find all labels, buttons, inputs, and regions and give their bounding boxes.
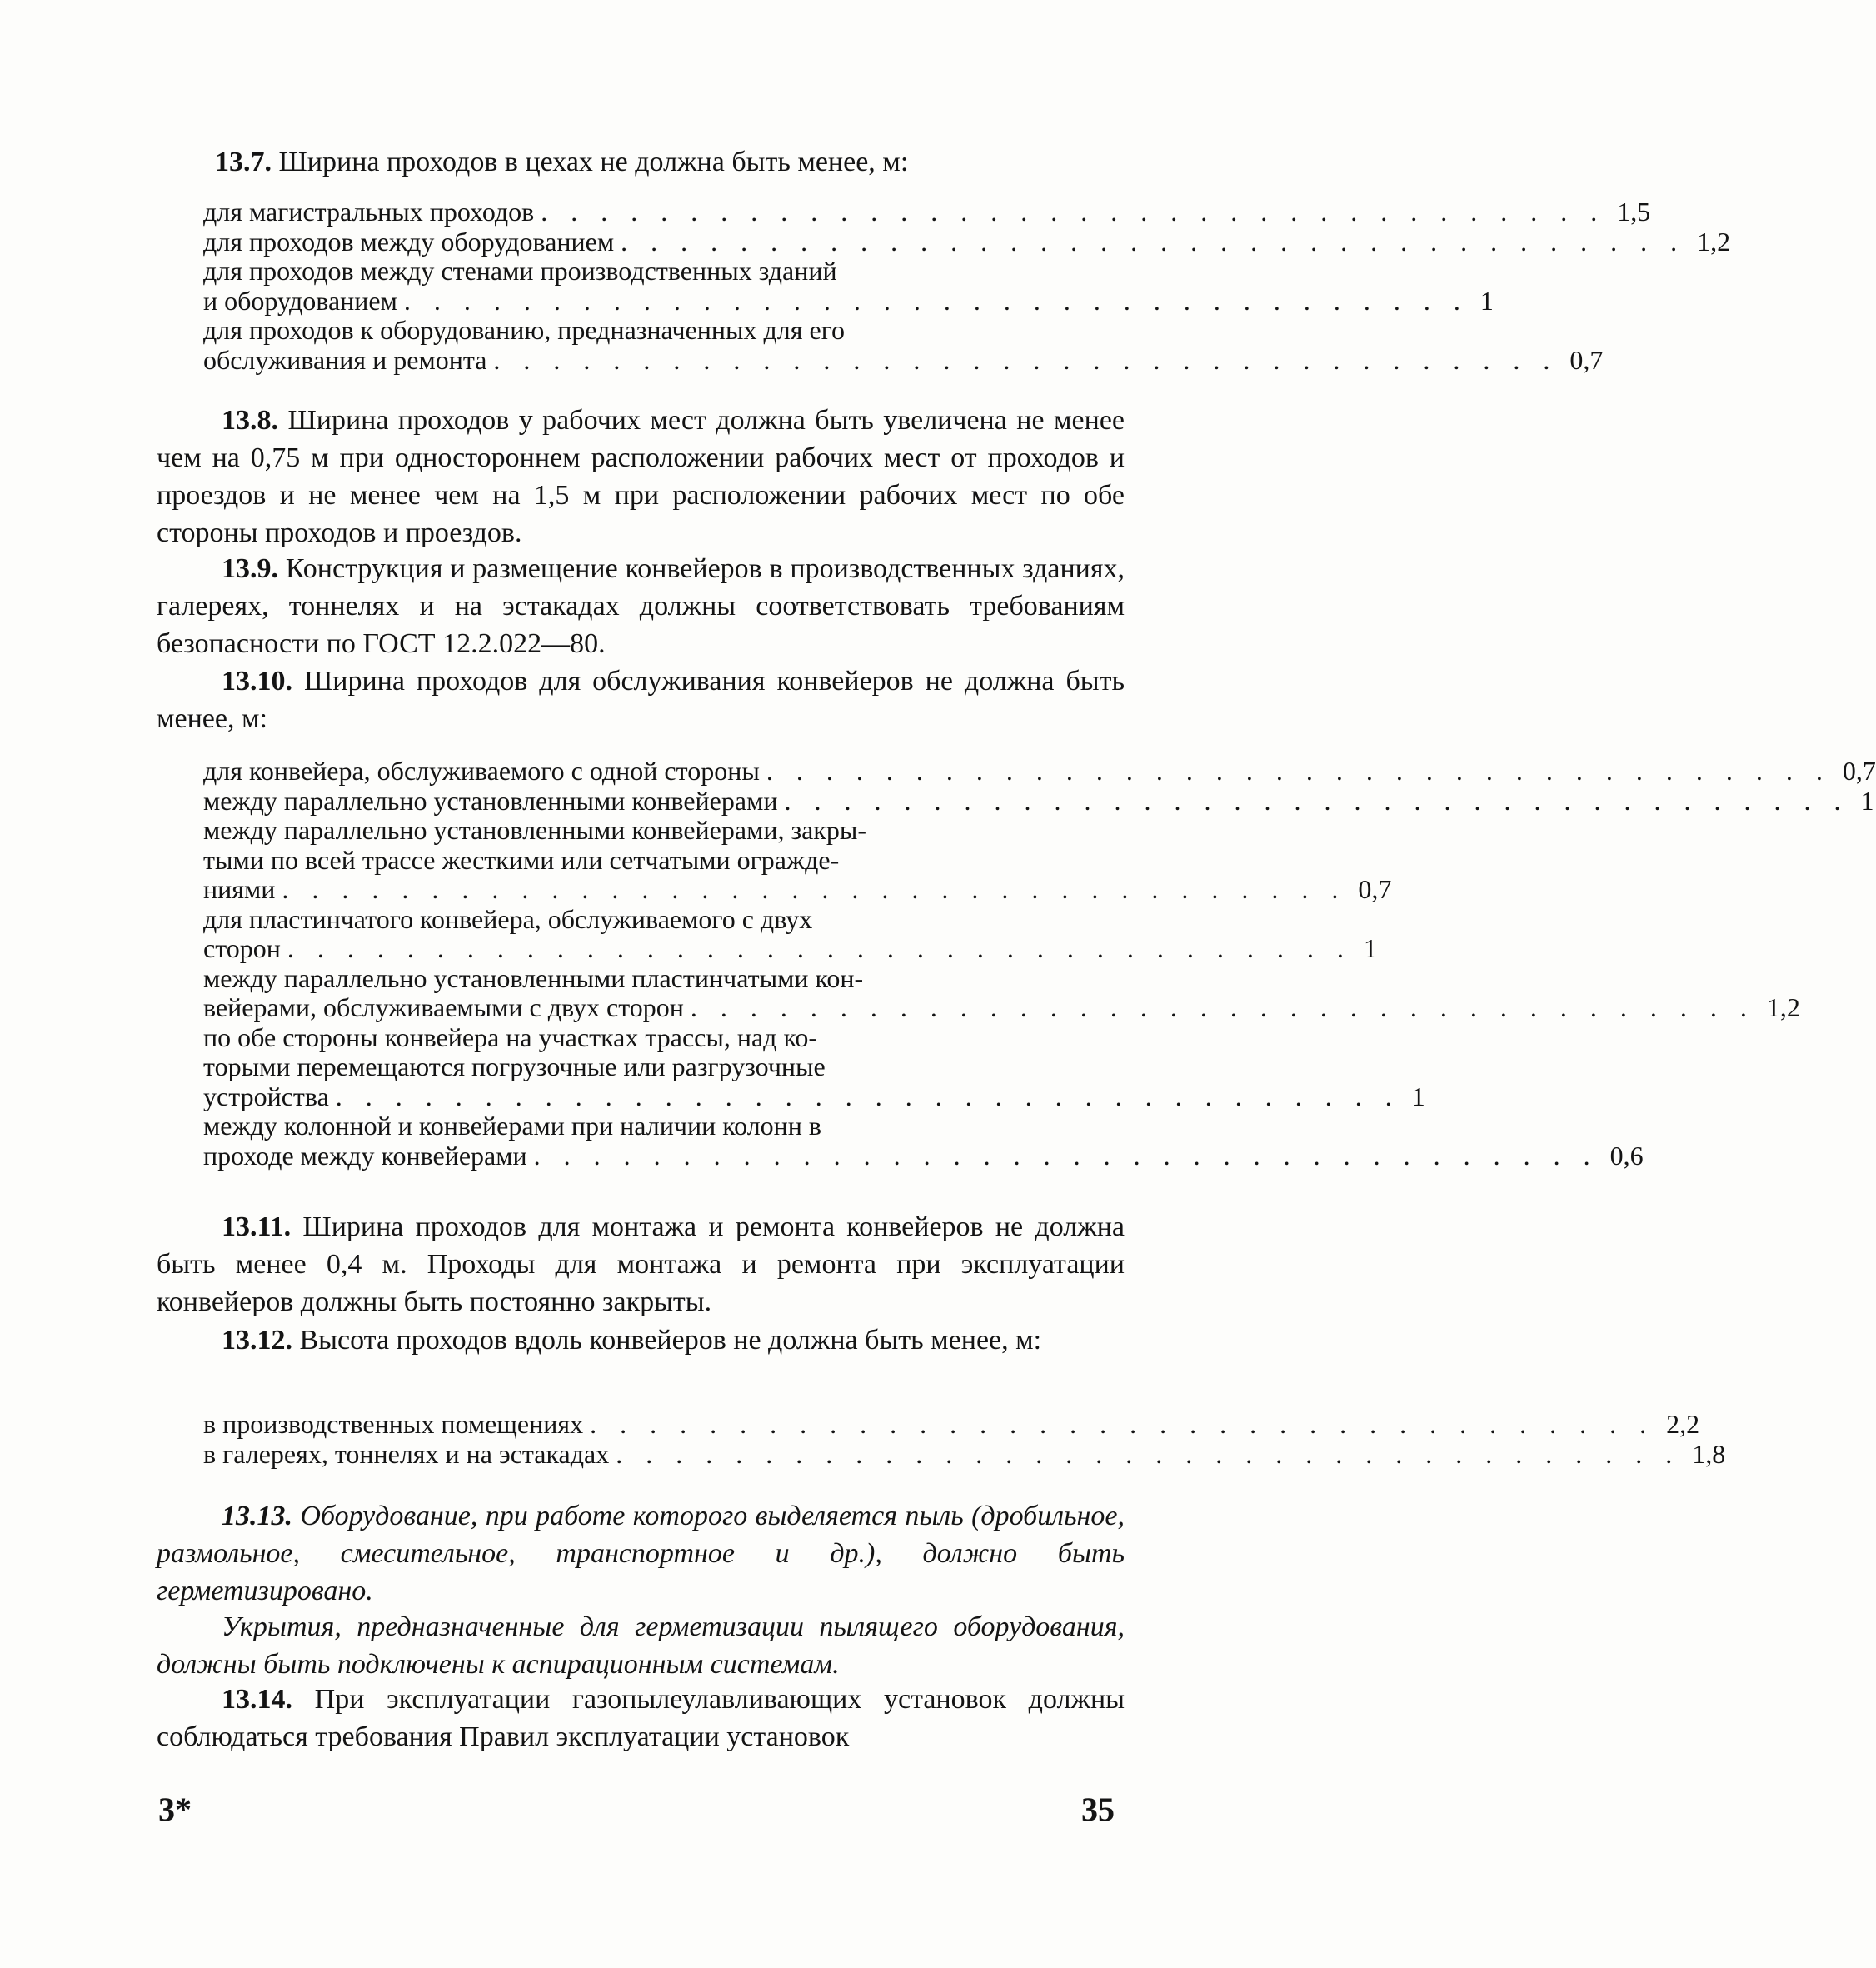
list-item: ниями . . . . . . . . . . . . . . . . . . . . . . . . . . . . . . . . . . . . 0,7 — [203, 874, 1392, 904]
section-13-14 — [157, 1681, 1125, 1756]
list-item: и оборудованием . . . . . . . . . . . . . . . . . . . . . . . . . . . . . . . . . . . . 1 — [203, 285, 1494, 316]
section-13-10-list — [203, 756, 1876, 1171]
signature-mark: 3* — [158, 1791, 192, 1828]
section-13-10-heading — [157, 662, 1125, 737]
section-13-7-list — [203, 197, 1731, 375]
section-13-11 — [157, 1208, 1125, 1321]
list-item-line: для пластинчатого конвейера, обслуживаемого с двух — [203, 903, 813, 934]
list-item: вейерами, обслуживаемыми с двух сторон . . . . . . . . . . . . . . . . . . . . . . . . . . . . . . . . . . . . 1,2 — [203, 992, 1800, 1022]
list-item: для магистральных проходов . . . . . . . . . . . . . . . . . . . . . . . . . . . . . . . . . . . . 1,5 — [203, 197, 1651, 227]
section-text: Ширина проходов для монтажа и ремонта конвейеров не должна быть менее 0,4 м. Проходы для монтажа и ремонта при эксплуатации конвейеров должны быть постоянно закрыты. — [157, 1211, 1125, 1317]
section-number: 13.11. — [222, 1211, 292, 1242]
section-text: Ширина проходов в цехах не должна быть менее, м: — [278, 147, 909, 177]
section-text: Укрытия, предназначенные для герметизации пылящего оборудования, должны быть подключены к аспирационным системам. — [157, 1611, 1125, 1680]
section-text: Оборудование, при работе которого выделяется пыль (дробильное, размольное, смесительное, транспортное и др.), должно быть герметизировано. — [157, 1501, 1125, 1606]
list-item: обслуживания и ремонта . . . . . . . . . . . . . . . . . . . . . . . . . . . . . . . . . . . . 0,7 — [203, 344, 1604, 375]
section-text: Ширина проходов у рабочих мест должна быть увеличена не менее чем на 0,75 м при одностороннем расположении рабочих мест от проходов и проездов и не менее чем на 1,5 м при расположении рабочих мест по обе стороны проходов и проездов. — [157, 405, 1125, 548]
list-item-line: тыми по всей трассе жесткими или сетчатыми огражде- — [203, 844, 840, 875]
section-text: Конструкция и размещение конвейеров в производственных зданиях, галереях, тоннелях и на эстакадах должны соответствовать требованиям безопасности по ГОСТ 12.2.022—80. — [157, 553, 1125, 659]
section-13-13-continuation — [157, 1608, 1125, 1683]
list-item: сторон . . . . . . . . . . . . . . . . . . . . . . . . . . . . . . . . . . . . 1 — [203, 933, 1377, 963]
list-item-line: между колонной и конвейерами при наличии колонн в — [203, 1111, 822, 1141]
list-item: для проходов между оборудованием . . . . . . . . . . . . . . . . . . . . . . . . . . . . . . . . . . . . 1,2 — [203, 226, 1731, 257]
list-item: в галереях, тоннелях и на эстакадах . . . . . . . . . . . . . . . . . . . . . . . . . . . . . . . . . . . . 1,8 — [203, 1438, 1726, 1469]
section-text: Высота проходов вдоль конвейеров не должна быть менее, м: — [299, 1325, 1042, 1356]
list-item: между параллельно установленными конвейерами . . . . . . . . . . . . . . . . . . . . . . . . . . . . . . . . . . . . 1 — [203, 785, 1874, 816]
section-13-13 — [157, 1497, 1125, 1610]
list-item-line: торыми перемещаются погрузочные или разгрузочные — [203, 1051, 826, 1081]
list-item: устройства . . . . . . . . . . . . . . . . . . . . . . . . . . . . . . . . . . . . 1 — [203, 1081, 1425, 1111]
list-item-line: для проходов к оборудованию, предназначенных для его — [203, 315, 846, 345]
section-number: 13.9. — [222, 553, 278, 584]
section-13-12-heading — [157, 1321, 1125, 1359]
list-item: проходе между конвейерами . . . . . . . . . . . . . . . . . . . . . . . . . . . . . . . . . . . . 0,6 — [203, 1140, 1644, 1171]
section-number: 13.8. — [222, 405, 278, 436]
list-item-line: между параллельно установленными пластинчатыми кон- — [203, 962, 864, 993]
section-number: 13.7. — [215, 147, 272, 177]
section-text: Ширина проходов для обслуживания конвейеров не должна быть менее, м: — [157, 666, 1125, 734]
section-number: 13.10. — [222, 666, 292, 697]
section-number: 13.14. — [222, 1684, 292, 1715]
section-text: При эксплуатации газопылеулавливающих установок должны соблюдаться требования Правил эксплуатации установок — [157, 1684, 1125, 1752]
list-item: для конвейера, обслуживаемого с одной стороны . . . . . . . . . . . . . . . . . . . . . . . . . . . . . . . . . . . . 0,7 — [203, 756, 1876, 786]
section-13-7-heading — [215, 143, 1090, 181]
section-13-12-list — [203, 1409, 1726, 1469]
section-number: 13.13. — [222, 1501, 292, 1531]
section-number: 13.12. — [222, 1325, 292, 1356]
page-number: 35 — [1081, 1791, 1115, 1828]
list-item-line: для проходов между стенами производственных зданий — [203, 256, 837, 286]
list-item-line: по обе стороны конвейера на участках трассы, над ко- — [203, 1021, 818, 1052]
list-item-line: между параллельно установленными конвейерами, закры- — [203, 815, 866, 845]
section-13-9 — [157, 550, 1125, 662]
list-item: в производственных помещениях . . . . . . . . . . . . . . . . . . . . . . . . . . . . . . . . . . . . 2,2 — [203, 1409, 1700, 1439]
section-13-8 — [157, 402, 1125, 552]
